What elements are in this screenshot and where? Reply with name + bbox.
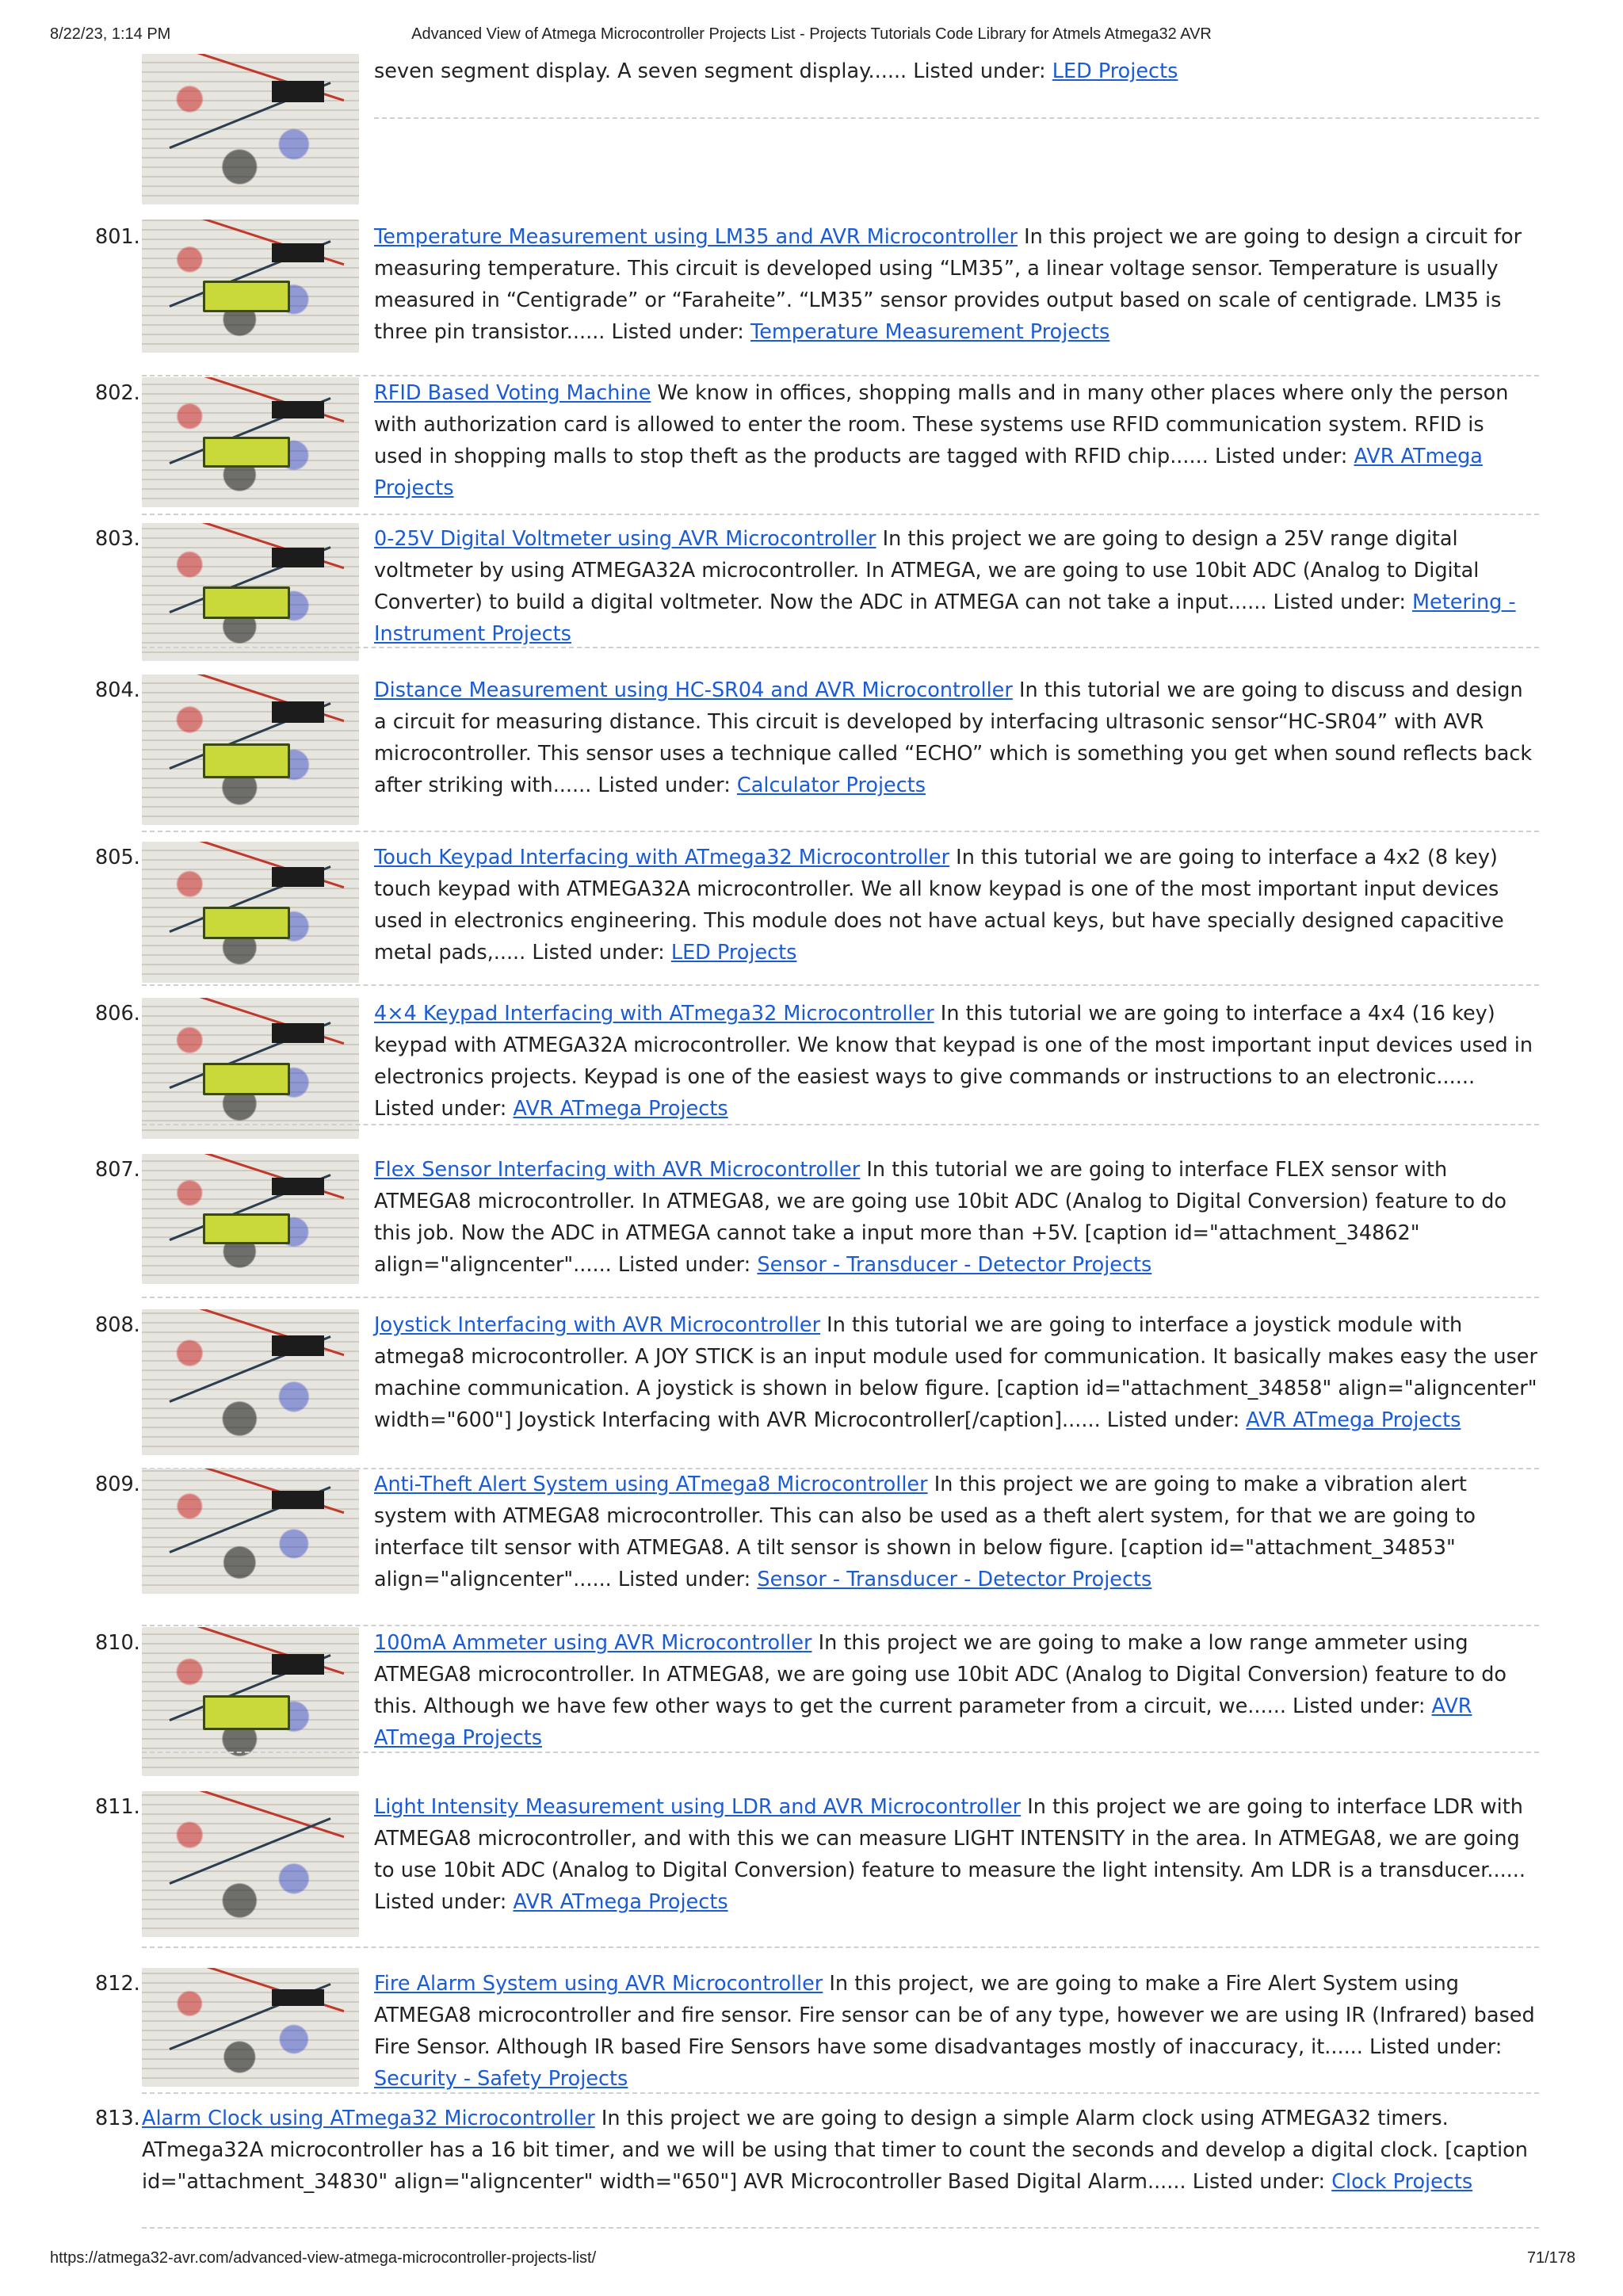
category-link[interactable]: Sensor - Transducer - Detector Projects [757, 1568, 1152, 1591]
separator [374, 117, 1539, 119]
project-title-link[interactable]: Alarm Clock using ATmega32 Microcontroller [142, 2107, 595, 2130]
project-thumbnail[interactable] [142, 523, 359, 661]
entry-number: 811. [95, 1795, 140, 1819]
separator [142, 1752, 1539, 1753]
separator [142, 1946, 1539, 1948]
separator [142, 2092, 1539, 2094]
project-thumbnail[interactable] [142, 1968, 359, 2087]
project-description [374, 998, 1539, 1125]
separator [142, 514, 1539, 515]
description-text: seven segment display. A seven segment display...... Listed under: [374, 59, 1052, 83]
project-description [142, 2103, 1539, 2198]
category-link[interactable]: Calculator Projects [736, 774, 926, 797]
entry-number: 802. [95, 381, 140, 405]
project-thumbnail[interactable] [142, 54, 359, 204]
project-description [374, 1309, 1539, 1436]
project-title-link[interactable]: Joystick Interfacing with AVR Microcontroller [374, 1313, 821, 1337]
project-title-link[interactable]: Light Intensity Measurement using LDR and AVR Microcontroller [374, 1795, 1022, 1819]
project-thumbnail[interactable] [142, 998, 359, 1139]
page-number: 71/178 [1526, 2249, 1575, 2267]
category-link[interactable]: LED Projects [1052, 59, 1178, 83]
category-link[interactable]: Sensor - Transducer - Detector Projects [757, 1253, 1152, 1277]
description-text: In this project we are going to make a low range ammeter using ATMEGA8 microcontroller. In ATMEGA8, we are going use 10bit ADC (Analog to Digital Conversion) feature to do this. Although we have few other ways to get the current parameter from a circuit, we...... Listed under: [374, 1631, 1507, 1718]
project-title-link[interactable]: Temperature Measurement using LM35 and AVR Microcontroller [374, 225, 1018, 249]
description-text: In this tutorial we are going to interface a joystick module with atmega8 microcontroller. A JOY STICK is an input module used for communication. It basically makes easy the user machine communication. A joystick is shown in below figure. [caption id="attachment_34858" align="aligncenter" width="600"] Joystick Interfacing with AVR Microcontroller[/caption]...... Listed under: [374, 1313, 1537, 1432]
separator [142, 831, 1539, 832]
entry-number: 808. [95, 1313, 140, 1337]
project-title-link[interactable]: RFID Based Voting Machine [374, 381, 651, 405]
description-text: In this project we are going to interface LDR with ATMEGA8 microcontroller, and with this we can measure LIGHT INTENSITY in the area. In ATMEGA8, we are going to use 10bit ADC (Analog to Digital Conversion) feature to measure the light intensity. Am LDR is a transducer...... Listed under: [374, 1795, 1526, 1914]
separator [142, 1625, 1539, 1626]
project-description [374, 1154, 1539, 1281]
project-thumbnail[interactable] [142, 377, 359, 507]
category-link[interactable]: Temperature Measurement Projects [750, 320, 1110, 344]
project-title-link[interactable]: Touch Keypad Interfacing with ATmega32 Microcontroller [374, 846, 950, 869]
entry-number: 812. [95, 1972, 140, 1996]
entry-number: 813. [95, 2107, 140, 2130]
category-link[interactable]: LED Projects [670, 941, 797, 965]
project-description [374, 1968, 1539, 2095]
description-text: In this project we are going to design a 25V range digital voltmeter by using ATMEGA32A microcontroller. In ATMEGA, we are going to use 10bit ADC (Analog to Digital Converter) to build a digital voltmeter. Now the ADC in ATMEGA can not take a input...... Listed under: [374, 527, 1480, 614]
description-text: We know in offices, shopping malls and in many other places where only the person with authorization card is allowed to enter the room. These systems use RFID communication system. RFID is used in shopping malls to stop theft as the products are tagged with RFID chip...... Listed under: [374, 381, 1509, 468]
project-thumbnail[interactable] [142, 1627, 359, 1776]
project-description [374, 1469, 1539, 1595]
description-text: In this project we are going to design a circuit for measuring temperature. This circuit is developed using “LM35”, a linear voltage sensor. Temperature is usually measured in “Centigrade” or “Faraheite”. “LM35” sensor provides output based on scale of centigrade. LM35 is three pin transistor...... Listed under: [374, 225, 1522, 344]
print-url: https://atmega32-avr.com/advanced-view-atmega-microcontroller-projects-list/ [50, 2249, 597, 2267]
separator [142, 2227, 1539, 2229]
project-title-link[interactable]: Flex Sensor Interfacing with AVR Microcontroller [374, 1158, 861, 1182]
separator [142, 1124, 1539, 1125]
separator [142, 375, 1539, 376]
project-title-link[interactable]: Fire Alarm System using AVR Microcontroller [374, 1972, 823, 1996]
project-description [374, 55, 1539, 87]
description-text: In this tutorial we are going to interface FLEX sensor with ATMEGA8 microcontroller. In ATMEGA8, we are going use 10bit ADC (Analog to Digital Conversion) feature to do this job. Now the ADC in ATMEGA cannot take a input more than +5V. [caption id="attachment_34862" align="aligncenter"...... Listed under: [374, 1158, 1507, 1277]
project-thumbnail[interactable] [142, 1469, 359, 1594]
category-link[interactable]: AVR ATmega Projects [513, 1097, 728, 1121]
project-title-link[interactable]: 0-25V Digital Voltmeter using AVR Microcontroller [374, 527, 876, 551]
category-link[interactable]: AVR ATmega Projects [1246, 1408, 1461, 1432]
separator [142, 647, 1539, 648]
category-link[interactable]: AVR ATmega Projects [374, 1694, 1472, 1750]
print-page-title: Advanced View of Atmega Microcontroller Projects List - Projects Tutorials Code Library for Atmels Atmega32 AVR [411, 25, 1212, 43]
description-text: In this tutorial we are going to discuss and design a circuit for measuring distance. This circuit is developed by interfacing ultrasonic sensor“HC-SR04” with AVR microcontroller. This sensor uses a technique called “ECHO” which is something you get when sound reflects back after striking with...... Listed under: [374, 678, 1533, 797]
project-thumbnail[interactable] [142, 842, 359, 983]
category-link[interactable]: AVR ATmega Projects [374, 445, 1483, 500]
entry-number: 809. [95, 1473, 140, 1496]
project-title-link[interactable]: 4×4 Keypad Interfacing with ATmega32 Microcontroller [374, 1002, 934, 1026]
category-link[interactable]: Metering - Instrument Projects [374, 590, 1516, 646]
separator [142, 1297, 1539, 1298]
entry-number: 805. [95, 846, 140, 869]
category-link[interactable]: AVR ATmega Projects [513, 1890, 728, 1914]
entry-number: 804. [95, 678, 140, 702]
project-title-link[interactable]: Distance Measurement using HC-SR04 and AVR Microcontroller [374, 678, 1013, 702]
entry-number: 807. [95, 1158, 140, 1182]
description-text: In this tutorial we are going to interface a 4x4 (16 key) keypad with ATMEGA32A microcontroller. We know that keypad is one of the most important input devices used in electronics projects. Keypad is one of the easiest ways to give commands or instructions to an electronic...... Listed under: [374, 1002, 1533, 1121]
project-thumbnail[interactable] [142, 674, 359, 825]
project-description [374, 1627, 1539, 1754]
project-thumbnail[interactable] [142, 1791, 359, 1937]
project-thumbnail[interactable] [142, 220, 359, 353]
print-datetime: 8/22/23, 1:14 PM [50, 25, 171, 43]
project-title-link[interactable]: Anti-Theft Alert System using ATmega8 Microcontroller [374, 1473, 928, 1496]
project-description [374, 221, 1539, 348]
entry-number: 801. [95, 225, 140, 249]
project-description [374, 1791, 1539, 1918]
entry-number: 810. [95, 1631, 140, 1655]
description-text: In this tutorial we are going to interface a 4x2 (8 key) touch keypad with ATMEGA32A microcontroller. We all know keypad is one of the most important input devices used in electronics engineering. This module does not have actual keys, but have specially designed capacitive metal pads,..... Listed under: [374, 846, 1504, 965]
project-description [374, 377, 1539, 504]
project-thumbnail[interactable] [142, 1309, 359, 1455]
description-text: In this project we are going to make a vibration alert system with ATMEGA8 microcontroller. This can also be used as a theft alert system, for that we are going to interface tilt sensor with ATMEGA8. A tilt sensor is shown in below figure. [caption id="attachment_34853" align="aligncenter"...... Listed under: [374, 1473, 1476, 1591]
project-description [374, 842, 1539, 968]
project-description [374, 674, 1539, 801]
entry-number: 803. [95, 527, 140, 551]
project-title-link[interactable]: 100mA Ammeter using AVR Microcontroller [374, 1631, 812, 1655]
description-text: In this project, we are going to make a Fire Alert System using ATMEGA8 microcontroller and fire sensor. Fire sensor can be of any type, however we are using IR (Infrared) based Fire Sensor. Although IR based Fire Sensors have some disadvantages mostly of inaccuracy, it...... Listed under: [374, 1972, 1535, 2059]
description-text: In this project we are going to design a simple Alarm clock using ATMEGA32 timers. ATmega32A microcontroller has a 16 bit timer, and we will be using that timer to count the seconds and develop a digital clock. [caption id="attachment_34830" align="aligncenter" width="650"] AVR Microcontroller Based Digital Alarm...... Listed under: [142, 2107, 1528, 2194]
separator [142, 984, 1539, 986]
project-description [374, 523, 1539, 650]
entry-number: 806. [95, 1002, 140, 1026]
category-link[interactable]: Security - Safety Projects [374, 2067, 628, 2091]
category-link[interactable]: Clock Projects [1331, 2170, 1473, 2194]
project-thumbnail[interactable] [142, 1154, 359, 1284]
